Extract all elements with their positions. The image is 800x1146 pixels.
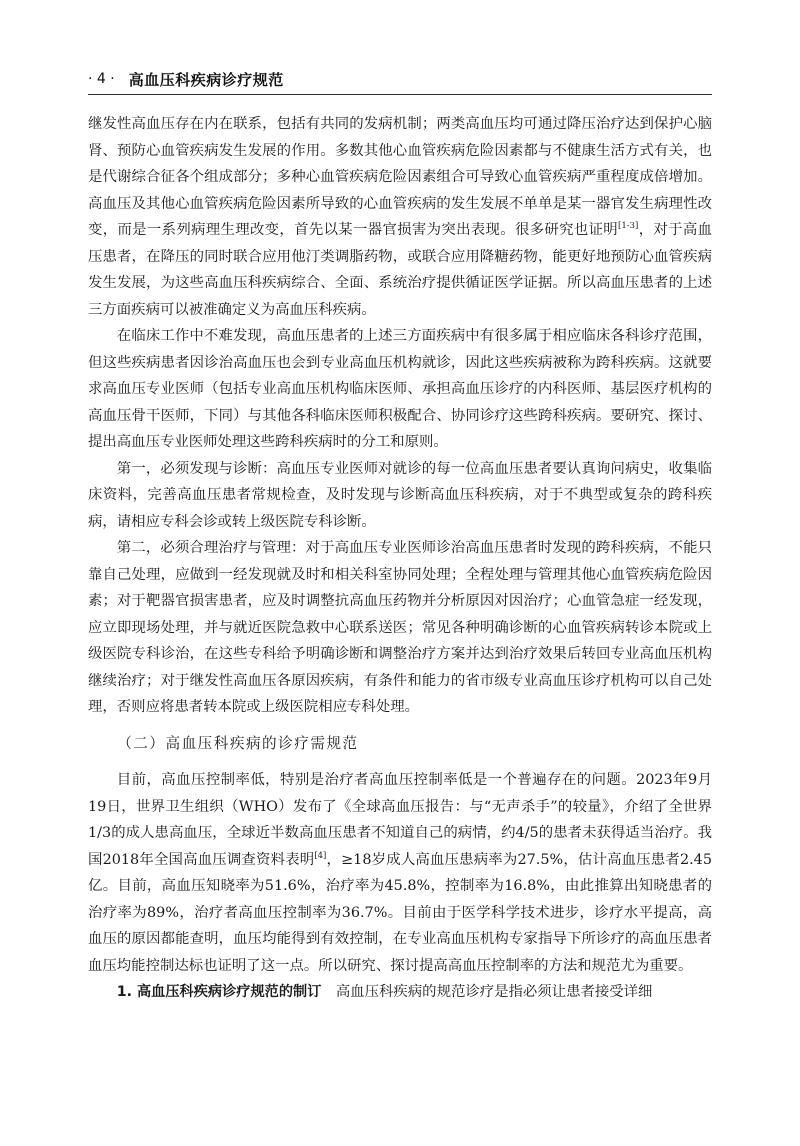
citation-4: [4] (314, 850, 327, 861)
paragraph-5-part-a: 目前，高血压控制率低，特别是治疗者高血压控制率低是一个普遍存在的问题。2023年9月19日，世界卫生组织（WHO）发布了《全球高血压报告：与“无声杀手”的较量》，介绍了全世界1/3的成人患高血压，全球近半数高血压患者不知道自己的病情，约4/5的患者未获得适当治疗。我国2018年全国高血压调查资料表明 (88, 772, 712, 868)
header-rule (88, 94, 712, 95)
paragraph-5-part-b: ，≥18岁成人高血压患病率为27.5%，估计高血压患者2.45亿。目前，高血压知晓率为51.6%，治疗率为45.8%，控制率为16.8%，由此推算出知晓患者的治疗率为89%，治疗者高血压控制率为36.7%。目前由于医学科学技术进步，诊疗水平提高，高血压的原因都能查明，血压均能得到有效控制，在专业高血压机构专家指导下所诊疗的高血压患者血压均能控制达标也证明了这一点。所以研究、探讨提高高血压控制率的方法和规范尤为重要。 (88, 851, 712, 974)
paragraph-6-text: 高血压科疾病的规范诊疗是指必须让患者接受详细 (321, 984, 653, 1000)
numbered-heading-1: 1. 高血压科疾病诊疗规范的制订 (116, 984, 322, 1000)
section-subheading: （二）高血压科疾病的诊疗需规范 (117, 734, 359, 752)
body-text (88, 111, 712, 1006)
paragraph-1 (88, 111, 712, 323)
paragraph-5 (88, 767, 712, 979)
paragraph-3: 第一，必须发现与诊断：高血压专业医师对就诊的每一位高血压患者要认真询问病史，收集临床资料，完善高血压患者常规检查，及时发现与诊断高血压科疾病，对于不典型或复杂的跨科疾病，请相应专科会诊或转上级医院专科诊断。 (88, 460, 712, 530)
paragraph-4: 第二，必须合理治疗与管理：对于高血压专业医师诊治高血压患者时发现的跨科疾病，不能只靠自己处理，应做到一经发现就及时和相关科室协同处理；全程处理与管理其他心血管疾病危险因素；对于靶器官损害患者，应及时调整抗高血压药物并分析原因对因治疗；心血管急症一经发现，应立即现场处理，并与就近医院急救中心联系送医；常见各种明确诊断的心血管疾病转诊本院或上级医院专科诊治，在这些专科给予明确诊断和调整治疗方案并达到治疗效果后转回专业高血压机构继续治疗；对于继发性高血压各原因疾病，有条件和能力的省市级专业高血压诊疗机构可以自己处理，否则应将患者转本院或上级医院相应专科处理。 (88, 540, 712, 715)
paragraph-1-part-a: 继发性高血压存在内在联系，包括有共同的发病机制；两类高血压均可通过降压治疗达到保护心脑肾、预防心血管疾病发生发展的作用。多数其他心血管疾病危险因素都与不健康生活方式有关，也是代谢综合征各个组成部分；多种心血管疾病危险因素组合可导致心血管疾病严重程度成倍增加。高血压及其他心血管疾病危险因素所导致的心血管疾病的发生发展不单单是某一器官发生病理性改变，而是一系列病理生理改变，首先以某一器官损害为突出表现。很多研究也证明 (88, 116, 712, 238)
book-title: 高血压科疾病诊疗规范 (128, 70, 284, 89)
paragraph-2: 在临床工作中不难发现，高血压患者的上述三方面疾病中有很多属于相应临床各科诊疗范围，但这些疾病患者因诊治高血压也会到专业高血压机构就诊，因此这些疾病被称为跨科疾病。这就要求高血压专业医师（包括专业高血压机构临床医师、承担高血压诊疗的内科医师、基层医疗机构的高血压骨干医师，下同）与其他各科临床医师积极配合、协同诊疗这些跨科疾病。要研究、探讨、提出高血压专业医师处理这些跨科疾病时的分工和原则。 (88, 328, 712, 450)
citation-1-3: [1-3] (618, 221, 639, 232)
paragraph-6 (88, 979, 712, 1006)
page-number: · 4 · (88, 71, 115, 87)
paragraph-1-part-b: ，对于高血压患者，在降压的同时联合应用他汀类调脂药物，或联合应用降糖药物，能更好地预防心血管疾病发生发展，为这些高血压科疾病综合、全面、系统治疗提供循证医学证据。所以高血压患者的上述三方面疾病可以被准确定义为高血压科疾病。 (88, 222, 712, 318)
running-header (88, 66, 712, 92)
